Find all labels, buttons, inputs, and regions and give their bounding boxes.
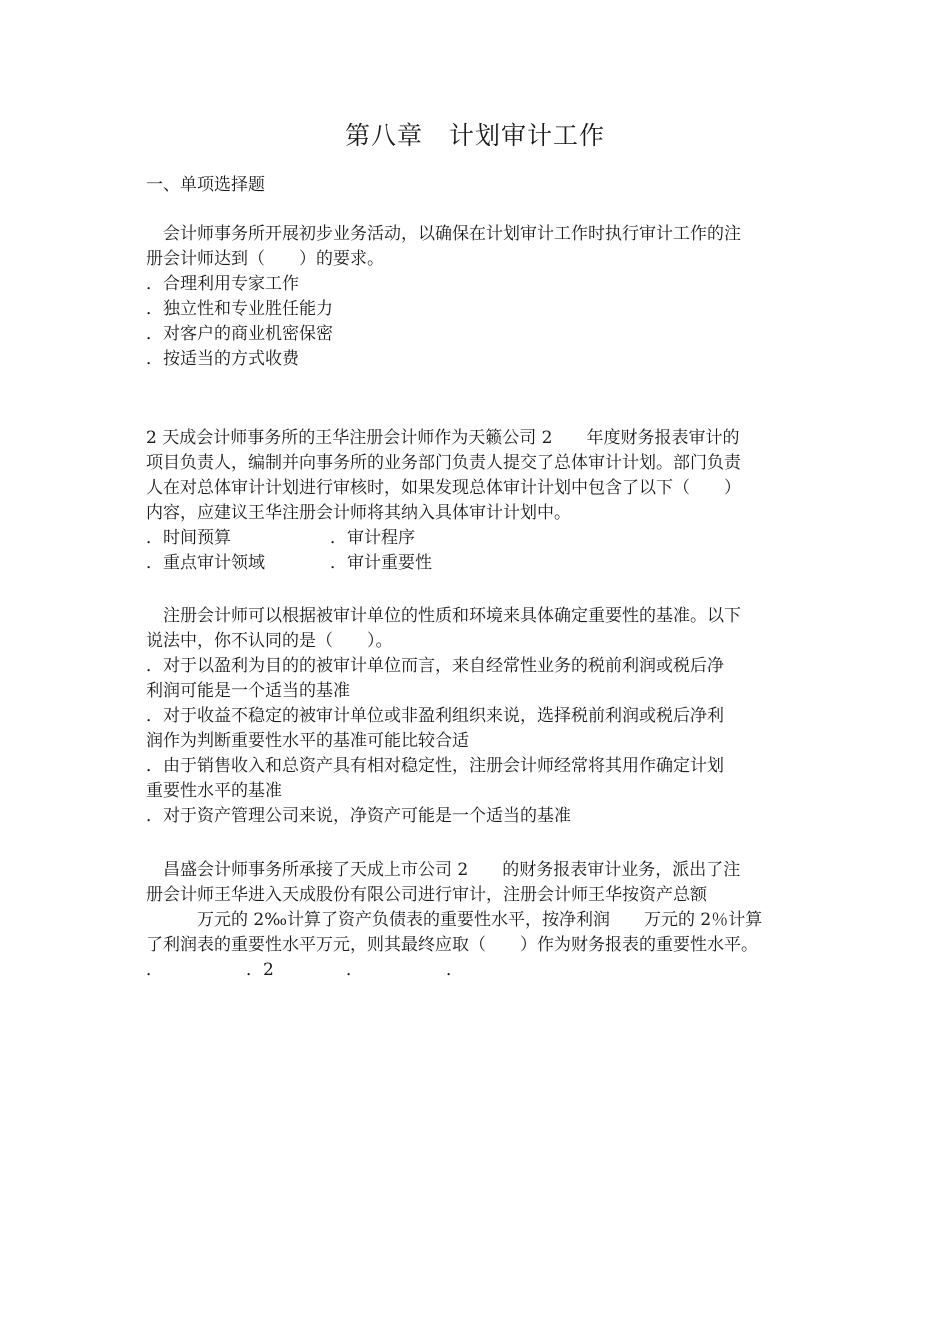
question-1-option: ．对客户的商业机密保密 bbox=[146, 324, 333, 344]
question-1 bbox=[146, 222, 814, 372]
question-3-option-cont: 润作为判断重要性水平的基准可能比较合适 bbox=[146, 731, 469, 751]
question-2 bbox=[146, 426, 814, 576]
question-2-option: ．审计程序 bbox=[330, 528, 415, 548]
section-heading: 一、单项选择题 bbox=[146, 175, 265, 195]
question-1-option: ．独立性和专业胜任能力 bbox=[146, 299, 333, 319]
question-2-option: ．审计重要性 bbox=[330, 553, 432, 573]
question-2-option: ．重点审计领域 bbox=[146, 553, 265, 573]
question-2-text-line: 2 天成会计师事务所的王华注册会计师作为天籁公司 2 年度财务报表审计的 bbox=[146, 428, 740, 448]
question-2-text-line: 内容，应建议王华注册会计师将其纳入具体审计计划中。 bbox=[146, 503, 571, 523]
question-4-text-line: 了利润表的重要性水平万元，则其最终应取（ ）作为财务报表的重要性水平。 bbox=[146, 935, 758, 955]
question-2-options-row bbox=[146, 551, 814, 576]
question-4-option: ． bbox=[346, 960, 363, 980]
question-4-text-line: 册会计师王华进入天成股份有限公司进行审计，注册会计师王华按资产总额 bbox=[146, 885, 707, 905]
question-1-text-line: 会计师事务所开展初步业务活动，以确保在计划审计工作时执行审计工作的注 bbox=[146, 224, 741, 244]
question-3-text-line: 说法中，你不认同的是（ ）。 bbox=[146, 631, 393, 651]
question-3-option: ．由于销售收入和总资产具有相对稳定性，注册会计师经常将其用作确定计划 bbox=[146, 756, 724, 776]
question-2-text-line: 人在对总体审计计划进行审核时，如果发现总体审计计划中包含了以下（ ） bbox=[146, 478, 741, 498]
question-3 bbox=[146, 604, 814, 829]
question-3-option-cont: 利润可能是一个适当的基准 bbox=[146, 681, 350, 701]
question-4 bbox=[146, 858, 814, 983]
question-4-text-line: 昌盛会计师事务所承接了天成上市公司 2 的财务报表审计业务，派出了注 bbox=[146, 860, 741, 880]
question-4-options-row bbox=[146, 958, 814, 983]
question-1-option: ．合理利用专家工作 bbox=[146, 274, 299, 294]
question-1-option: ．按适当的方式收费 bbox=[146, 349, 299, 369]
question-3-option-cont: 重要性水平的基准 bbox=[146, 781, 282, 801]
question-2-option: ．时间预算 bbox=[146, 528, 231, 548]
question-4-option: ．2 bbox=[246, 960, 274, 980]
question-3-option: ．对于资产管理公司来说，净资产可能是一个适当的基准 bbox=[146, 806, 571, 826]
question-4-text-line: 万元的 2‰计算了资产负债表的重要性水平，按净利润 万元的 2％计算 bbox=[146, 910, 763, 930]
question-1-text-line: 册会计师达到（ ）的要求。 bbox=[146, 249, 384, 269]
question-4-option: ． bbox=[446, 960, 463, 980]
question-4-option: ． bbox=[146, 960, 163, 980]
question-2-options-row bbox=[146, 526, 814, 551]
question-3-option: ．对于收益不稳定的被审计单位或非盈利组织来说，选择税前利润或税后净利 bbox=[146, 706, 724, 726]
question-3-option: ．对于以盈利为目的的被审计单位而言，来自经常性业务的税前利润或税后净 bbox=[146, 656, 724, 676]
question-3-text-line: 注册会计师可以根据被审计单位的性质和环境来具体确定重要性的基准。以下 bbox=[146, 606, 741, 626]
question-2-text-line: 项目负责人，编制并向事务所的业务部门负责人提交了总体审计计划。部门负责 bbox=[146, 453, 741, 473]
chapter-title: 第八章 计划审计工作 bbox=[344, 121, 605, 150]
